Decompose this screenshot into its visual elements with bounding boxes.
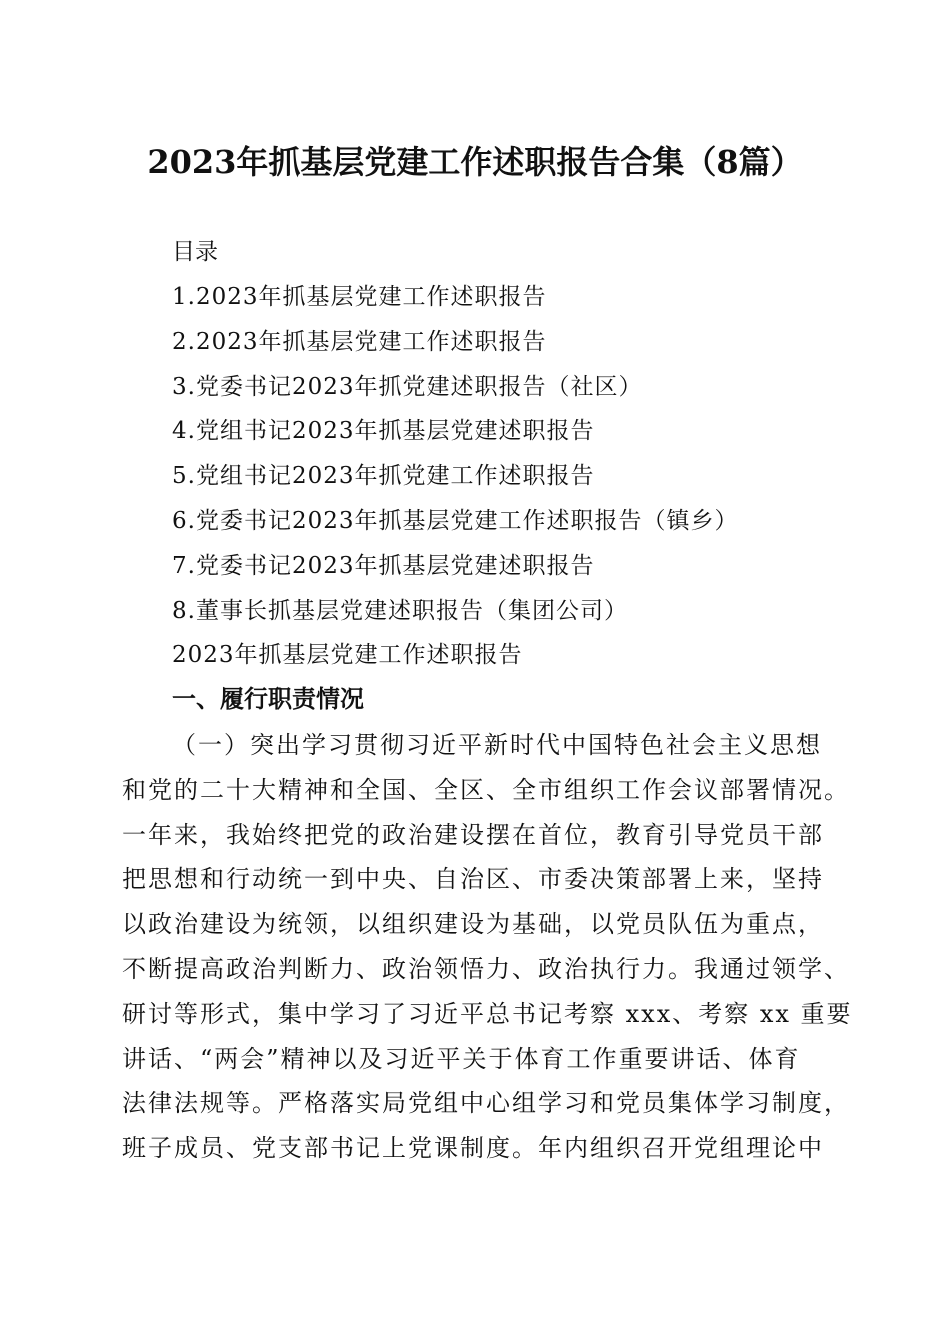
toc-item: 6.党委书记2023年抓基层党建工作述职报告（镇乡） <box>172 507 739 534</box>
heading-duty-performance: 一、履行职责情况 <box>172 684 364 713</box>
document-title: 2023年抓基层党建工作述职报告合集（8篇） <box>147 143 803 181</box>
paragraph-line: 一年来，我始终把党的政治建设摆在首位，教育引导党员干部 <box>122 820 824 849</box>
paragraph-line: 以政治建设为统领，以组织建设为基础，以党员队伍为重点， <box>122 910 824 939</box>
paragraph-line: 法律法规等。严格落实局党组中心组学习和党员集体学习制度， <box>122 1089 850 1118</box>
toc-item: 4.党组书记2023年抓基层党建述职报告 <box>172 418 595 445</box>
table-of-contents <box>172 282 738 640</box>
paragraph-line: 研讨等形式，集中学习了习近平总书记考察 xxx、考察 xx 重要 <box>122 999 853 1028</box>
paragraph-line: （一）突出学习贯彻习近平新时代中国特色社会主义思想 <box>172 731 822 759</box>
paragraph-line: 不断提高政治判断力、政治领悟力、政治执行力。我通过领学、 <box>122 954 850 983</box>
toc-item: 8.董事长抓基层党建述职报告（集团公司） <box>172 597 628 624</box>
section-title: 2023年抓基层党建工作述职报告 <box>172 642 523 668</box>
toc-item: 5.党组书记2023年抓党建工作述职报告 <box>172 463 595 490</box>
paragraph-line: 班子成员、党支部书记上党课制度。年内组织召开党组理论中 <box>122 1134 824 1163</box>
paragraph-line: 讲话、“两会”精神以及习近平关于体育工作重要讲话、体育 <box>122 1044 801 1073</box>
paragraph-line: 把思想和行动统一到中央、自治区、市委决策部署上来，坚持 <box>122 865 824 894</box>
body-paragraph <box>122 729 853 1177</box>
toc-item: 7.党委书记2023年抓基层党建述职报告 <box>172 552 595 579</box>
toc-item: 3.党委书记2023年抓党建述职报告（社区） <box>172 373 643 400</box>
toc-heading: 目录 <box>172 239 218 265</box>
toc-item: 1.2023年抓基层党建工作述职报告 <box>172 284 547 310</box>
toc-item: 2.2023年抓基层党建工作述职报告 <box>172 328 547 355</box>
paragraph-line: 和党的二十大精神和全国、全区、全市组织工作会议部署情况。 <box>122 775 850 804</box>
